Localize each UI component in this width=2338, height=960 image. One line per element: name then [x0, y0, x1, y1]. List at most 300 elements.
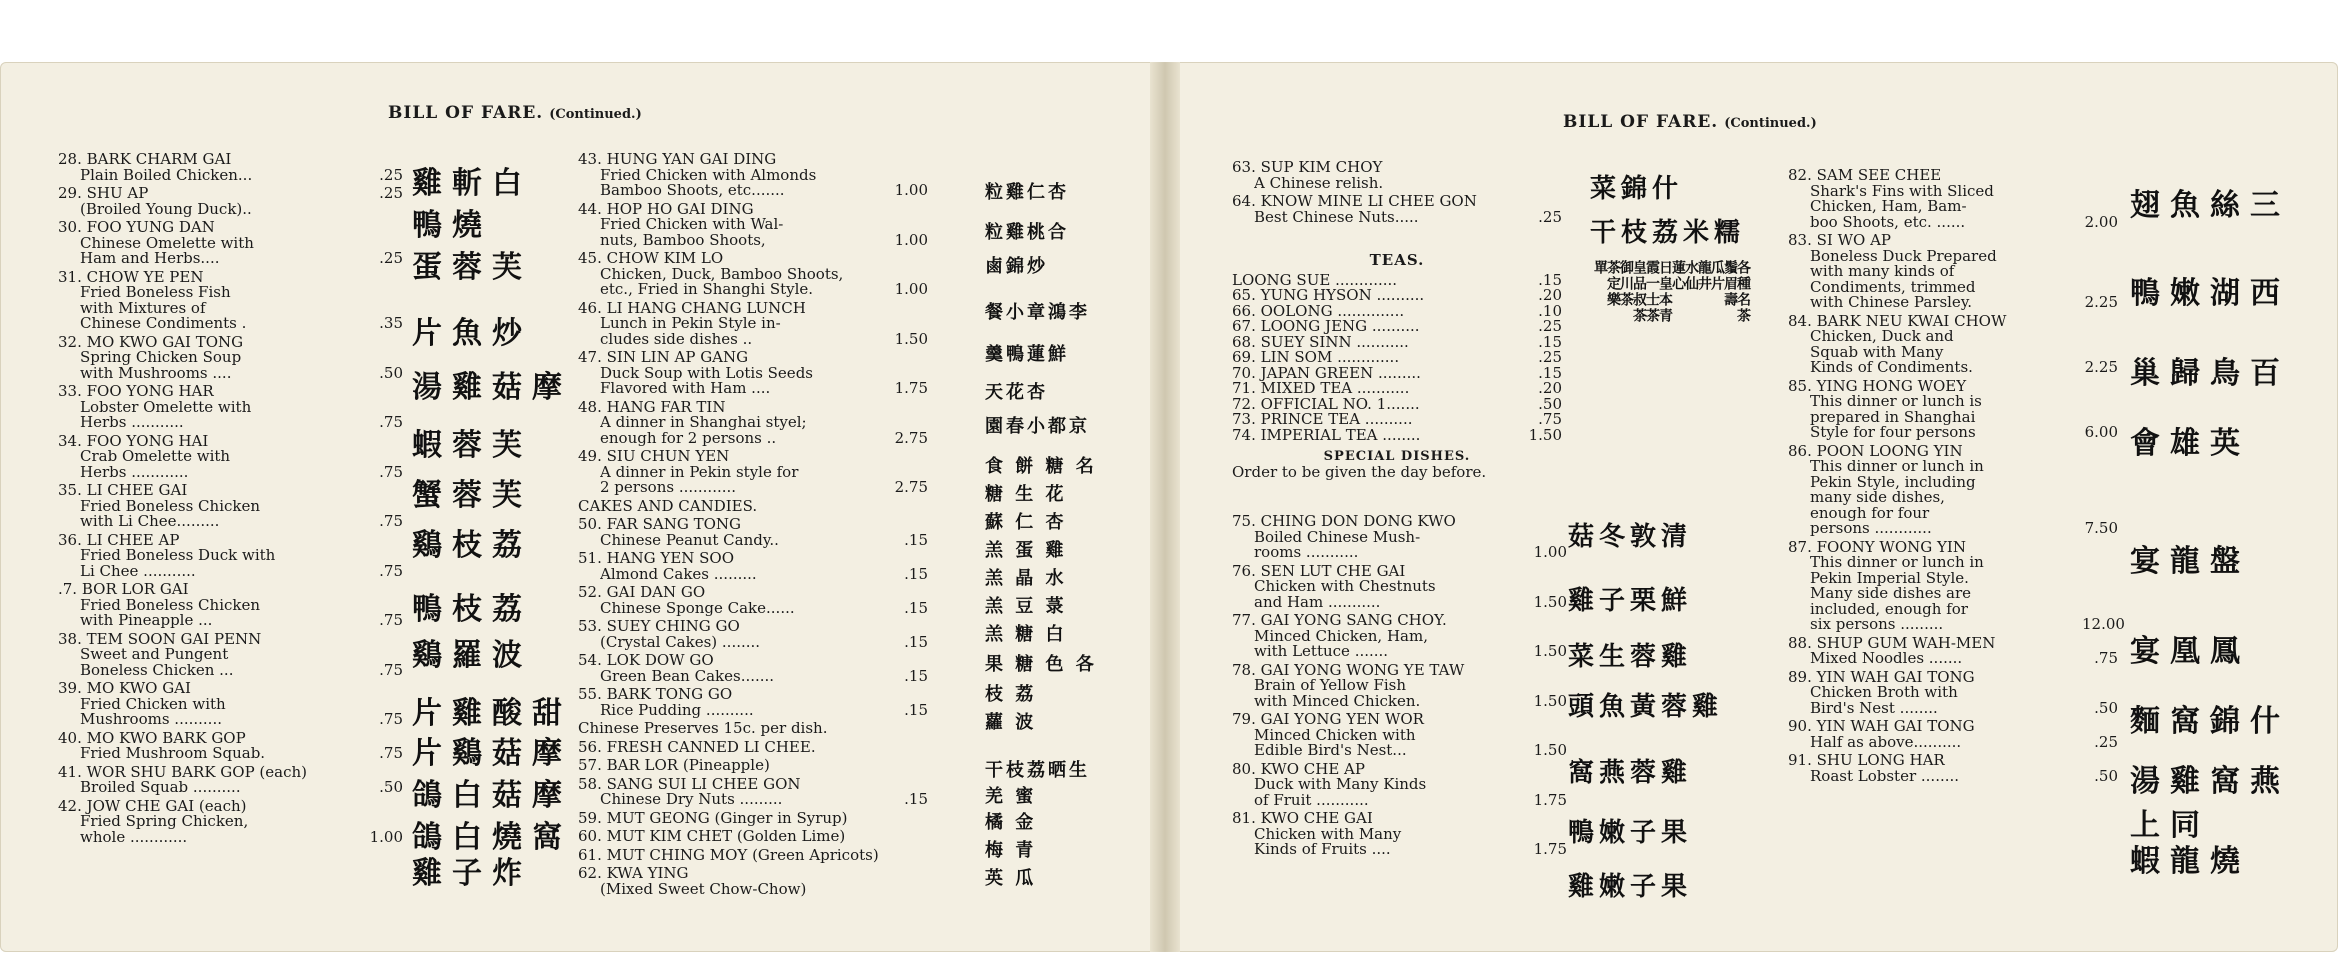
- menu-item-text: 64. KNOW MINE LI CHEE GON: [1232, 194, 1477, 210]
- right-page-title: [1563, 112, 1817, 132]
- menu-item: [1232, 762, 1567, 809]
- menu-item-text: 79. GAI YONG YEN WOR: [1232, 712, 1424, 728]
- menu-item: [58, 384, 403, 431]
- menu-item-text: Chicken Broth with: [1810, 685, 1958, 701]
- menu-item-name: [1788, 719, 2118, 735]
- menu-item-text: 45. CHOW KIM LO: [578, 251, 724, 267]
- menu-item-description: [1788, 212, 2118, 231]
- menu-item-description: [58, 350, 403, 366]
- tea-item: [1232, 319, 1562, 335]
- tea-item: [1232, 394, 1562, 413]
- menu-item-price: [2082, 168, 2118, 184]
- menu-item-price: [2082, 586, 2118, 602]
- menu-item-description: [1788, 360, 2118, 376]
- chinese-dish-name: 鴨燒: [412, 208, 492, 243]
- right-menu-column-2: [1788, 168, 2125, 787]
- menu-item: [1788, 539, 2125, 633]
- chinese-dish-name: 鴨嫩湖西: [2130, 276, 2290, 311]
- menu-item-text: boo Shoots, etc. ......: [1810, 214, 1966, 230]
- menu-item-name: [578, 251, 928, 267]
- menu-item-text: Minced Chicken with: [1254, 727, 1416, 743]
- menu-item-price: .25: [379, 184, 403, 202]
- menu-item-description: [578, 415, 928, 431]
- menu-item-description: [1232, 790, 1567, 809]
- chinese-dish-name: 雞子栗鮮: [1568, 586, 1693, 616]
- menu-item-name: [1788, 444, 2118, 460]
- menu-item-price: [892, 449, 928, 465]
- menu-item-price: [2082, 444, 2118, 460]
- tea-chinese-name: 龍井: [1696, 260, 1712, 292]
- menu-item-description: [58, 251, 403, 267]
- menu-item-text: with Li Chee.........: [80, 514, 220, 530]
- menu-item-text: 85. YING HONG WOEY: [1788, 378, 1967, 394]
- menu-item-name: [578, 740, 928, 756]
- menu-item-price: .75: [379, 611, 403, 629]
- menu-item-description: [58, 647, 403, 663]
- tea-name: 71. MIXED TEA ...........: [1232, 381, 1410, 397]
- menu-item-text: with Mixtures of: [80, 300, 206, 316]
- menu-item-description: [58, 462, 403, 481]
- chinese-dish-name: 蛋蓉芙: [412, 250, 532, 285]
- menu-item-price: [892, 848, 928, 864]
- menu-item-text: 60. MUT KIM CHET (Golden Lime): [578, 829, 846, 845]
- menu-item-description: [1788, 685, 2118, 701]
- chinese-dish-name: 頭魚黃蓉雞: [1568, 692, 1724, 722]
- menu-item-text: with Mushrooms ....: [80, 365, 232, 381]
- menu-item-name: [1788, 314, 2118, 330]
- menu-item-price: [2082, 540, 2118, 556]
- menu-item-price: [892, 350, 928, 366]
- menu-item-text: 78. GAI YONG WONG YE TAW: [1232, 662, 1465, 678]
- tea-chinese-name: 各種名茶: [1735, 260, 1751, 324]
- tea-name: 67. LOONG JENG ..........: [1232, 319, 1420, 335]
- menu-item-description: [1788, 490, 2118, 506]
- menu-item-text: 50. FAR SANG TONG: [578, 517, 742, 533]
- menu-item-description: [58, 660, 403, 679]
- menu-item-text: of Fruit ...........: [1254, 792, 1369, 808]
- menu-item-description: [1232, 644, 1567, 660]
- menu-item-name: [1232, 160, 1562, 176]
- left-title-text: BILL OF FARE.: [388, 103, 544, 123]
- chinese-dish-name: 蝦蓉芙: [412, 428, 532, 463]
- menu-item-description: [58, 400, 403, 416]
- menu-item: [1788, 379, 2118, 441]
- menu-item: [578, 350, 928, 397]
- menu-item-price: [367, 202, 403, 218]
- chinese-dish-name: 粒雞桃合: [985, 222, 1069, 243]
- menu-item: [58, 186, 403, 217]
- chinese-dish-name: 干枝荔晒生: [985, 760, 1090, 781]
- menu-item-price: 1.00: [1533, 543, 1567, 561]
- menu-item-price: [2082, 555, 2118, 571]
- menu-item-description: [1788, 571, 2118, 587]
- menu-item-price: [892, 721, 928, 737]
- menu-item-price: .75: [379, 561, 403, 580]
- chinese-dish-name: 鴨嫩子果: [1568, 818, 1693, 848]
- menu-item: [578, 848, 928, 864]
- menu-item-name: [578, 350, 928, 366]
- special-dishes-header: SPECIAL DISHES.: [1323, 449, 1471, 464]
- menu-item-text: Fried Boneless Chicken: [80, 597, 261, 613]
- tea-name: 65. YUNG HYSON ..........: [1232, 288, 1425, 304]
- menu-item-price: [367, 335, 403, 351]
- menu-item-price: [1531, 663, 1567, 679]
- menu-item-text: 32. MO KWO GAI TONG: [58, 334, 244, 350]
- menu-item-text: Sweet and Pungent: [80, 647, 229, 663]
- menu-item-name: [58, 582, 403, 598]
- menu-item-text: 86. POON LOONG YIN: [1788, 443, 1963, 459]
- chinese-dish-name: 菇冬敦清: [1568, 522, 1693, 552]
- menu-item-text: Chicken with Chestnuts: [1254, 579, 1436, 595]
- menu-item-price: 2.75: [894, 478, 928, 496]
- tea-name: 73. PRINCE TEA ..........: [1232, 412, 1413, 428]
- menu-item: [578, 653, 928, 684]
- menu-item-name: [578, 653, 928, 669]
- menu-item-description: [1788, 615, 2125, 633]
- menu-item-description: [578, 465, 928, 481]
- chinese-dish-name: 干枝荔米糯: [1590, 218, 1746, 248]
- menu-item-price: [1531, 811, 1567, 827]
- menu-item: [578, 829, 928, 845]
- menu-item-text: 42. JOW CHE GAI (each): [58, 798, 247, 814]
- tea-item: [1232, 350, 1562, 366]
- menu-item-name: [58, 799, 403, 815]
- menu-item-price: [367, 632, 403, 648]
- menu-item-text: 58. SANG SUI LI CHEE GON: [578, 776, 801, 792]
- menu-item-text: 90. YIN WAH GAI TONG: [1788, 719, 1975, 735]
- menu-item-name: [58, 632, 403, 648]
- tea-chinese-name: 御川茶: [1618, 260, 1634, 308]
- chinese-dish-name: 菜生蓉雞: [1568, 642, 1693, 672]
- menu-item-text: 41. WOR SHU BARK GOP (each): [58, 764, 308, 780]
- menu-item-price: [367, 285, 403, 301]
- menu-item-name: [1232, 194, 1562, 210]
- menu-item-description: [58, 202, 403, 218]
- menu-item-description: [578, 700, 928, 719]
- chinese-dish-name: 羔 糖 白: [985, 624, 1067, 645]
- menu-item-name: [58, 731, 403, 747]
- menu-item-price: 2.25: [2084, 358, 2118, 376]
- menu-item-price: .15: [904, 598, 928, 617]
- chinese-dish-name: 園春小都京: [985, 416, 1090, 437]
- menu-item: [58, 731, 403, 762]
- menu-item-price: [2082, 490, 2118, 506]
- menu-item-price: [367, 582, 403, 598]
- tea-chinese-name: 日皇本青: [1657, 260, 1673, 324]
- menu-item-price: [892, 152, 928, 168]
- menu-item: [58, 335, 403, 382]
- menu-item-description: [578, 666, 928, 685]
- menu-item-text: Style for four persons: [1810, 425, 1976, 441]
- menu-item: [578, 866, 928, 897]
- tea-name: 70. JAPAN GREEN .........: [1232, 365, 1421, 381]
- menu-item-text: 28. BARK CHARM GAI: [58, 152, 232, 168]
- menu-item-price: .25: [2094, 732, 2118, 751]
- menu-item: [578, 551, 928, 582]
- menu-item-description: [1232, 743, 1567, 759]
- menu-item: [578, 777, 928, 808]
- menu-item-description: [1788, 555, 2118, 571]
- menu-item-price: [1531, 564, 1567, 580]
- menu-item-price: [892, 866, 928, 882]
- menu-item-name: [1788, 379, 2118, 395]
- menu-item: [1788, 168, 2118, 230]
- menu-item: [1232, 613, 1567, 660]
- menu-item-description: [1232, 545, 1567, 561]
- menu-item-text: 31. CHOW YE PEN: [58, 269, 204, 285]
- menu-item-description: [1788, 394, 2118, 410]
- menu-item: [58, 533, 403, 580]
- right-title-continued: (Continued.): [1724, 116, 1817, 131]
- menu-item-text: Broiled Squab ..........: [80, 780, 241, 796]
- menu-item-price: [892, 499, 928, 515]
- menu-item-text: Bamboo Shoots, etc.......: [600, 183, 785, 199]
- menu-item-text: CAKES AND CANDIES.: [578, 498, 758, 514]
- menu-item-text: etc., Fried in Shanghi Style.: [600, 282, 814, 298]
- menu-item-text: Chicken, Ham, Bam-: [1810, 199, 1967, 215]
- menu-item-price: .25: [379, 165, 403, 184]
- menu-item-price: [2082, 184, 2118, 200]
- menu-item-price: 1.50: [1533, 592, 1567, 611]
- menu-item-price: [367, 384, 403, 400]
- menu-item-text: A dinner in Pekin style for: [600, 464, 799, 480]
- tea-price: .15: [1538, 363, 1562, 382]
- menu-item-description: [578, 282, 928, 298]
- menu-item-text: 34. FOO YONG HAI: [58, 433, 209, 449]
- chinese-dish-name: 橘 金: [985, 812, 1037, 833]
- chinese-dish-name: 鴿白燒窩: [412, 820, 572, 855]
- menu-item-price: .75: [379, 710, 403, 728]
- chinese-dish-name: 麵窩錦什: [2130, 704, 2290, 739]
- menu-item-text: 52. GAI DAN GO: [578, 585, 706, 601]
- left-menu-column-2: [578, 152, 928, 900]
- menu-item-price: .50: [379, 363, 403, 382]
- teas-header: TEAS.: [1369, 251, 1425, 269]
- menu-item-description: [578, 267, 928, 283]
- chinese-dish-name: 英 瓜: [985, 868, 1037, 889]
- menu-item-text: with many kinds of: [1810, 264, 1955, 280]
- menu-item: [1788, 444, 2118, 537]
- menu-item-price: 7.50: [2084, 519, 2118, 537]
- menu-item-description: [58, 514, 403, 530]
- book-gutter: [1150, 62, 1180, 952]
- menu-item-description: [1232, 207, 1562, 226]
- menu-item-price: 1.00: [894, 280, 928, 298]
- menu-item-name: [578, 517, 928, 533]
- menu-item: [58, 270, 403, 332]
- menu-item: [578, 400, 928, 447]
- menu-item-price: 1.00: [894, 230, 928, 249]
- menu-item-text: prepared in Shanghai: [1810, 409, 1976, 425]
- menu-item-text: Fried Boneless Duck with: [80, 548, 276, 564]
- menu-item-description: [58, 697, 403, 713]
- menu-item-text: Rice Pudding ..........: [600, 702, 754, 718]
- menu-item-description: [1788, 295, 2118, 311]
- menu-item-price: [2082, 394, 2118, 410]
- menu-item: [58, 152, 403, 183]
- menu-item-text: Chinese Preserves 15c. per dish.: [578, 721, 828, 737]
- menu-item-text: 36. LI CHEE AP: [58, 532, 180, 548]
- menu-item-description: [1232, 691, 1567, 710]
- menu-item: [1232, 160, 1562, 191]
- chinese-dish-name: 枝 荔: [985, 684, 1037, 705]
- menu-item-price: .15: [904, 666, 928, 685]
- menu-item-name: [1788, 168, 2118, 184]
- menu-item-text: Boiled Chinese Mush-: [1254, 529, 1421, 545]
- menu-item-description: [1232, 728, 1567, 744]
- menu-item-name: [58, 270, 403, 286]
- menu-item-text: Spring Chicken Soup: [80, 350, 242, 366]
- chinese-dish-name: 鴨枝荔: [412, 592, 532, 627]
- menu-item-description: [58, 712, 403, 728]
- menu-item-description: [58, 363, 403, 382]
- menu-item-text: (Mixed Sweet Chow-Chow): [600, 881, 807, 897]
- menu-item-description: [1788, 249, 2118, 265]
- menu-item-description: [58, 236, 403, 252]
- menu-item-price: .25: [379, 249, 403, 267]
- menu-item-text: 35. LI CHEE GAI: [58, 483, 188, 499]
- menu-item-name: [578, 848, 928, 864]
- menu-item-name: [578, 499, 928, 515]
- menu-item-text: Many side dishes are: [1810, 586, 1972, 602]
- tea-price: .20: [1538, 286, 1562, 304]
- menu-item-price: 1.50: [1533, 691, 1567, 710]
- menu-item-name: [578, 777, 928, 793]
- menu-item-price: [367, 270, 403, 286]
- menu-item-description: [58, 165, 403, 184]
- menu-item-text: Fried Boneless Fish: [80, 285, 231, 301]
- menu-item-price: [367, 799, 403, 815]
- menu-item-price: 1.75: [894, 379, 928, 397]
- menu-item-price: [2082, 314, 2118, 330]
- menu-item-text: 39. MO KWO GAI: [58, 681, 191, 697]
- menu-item-name: [58, 533, 403, 549]
- menu-item-text: Minced Chicken, Ham,: [1254, 628, 1428, 644]
- menu-item-name: [578, 551, 928, 567]
- menu-item-text: Almond Cakes .........: [600, 566, 757, 582]
- menu-item: [578, 449, 928, 496]
- menu-item-name: [578, 721, 928, 737]
- menu-item: [58, 765, 403, 796]
- menu-item-name: [578, 152, 928, 168]
- menu-item-text: with Minced Chicken.: [1254, 693, 1421, 709]
- menu-item: [1232, 663, 1567, 710]
- chinese-dish-name: 會雄英: [2130, 426, 2250, 461]
- chinese-dish-name: 羔 豆 菉: [985, 596, 1067, 617]
- menu-item-description: [1788, 425, 2118, 441]
- menu-item-name: [1788, 636, 2118, 652]
- menu-item-text: 84. BARK NEU KWAI CHOW: [1788, 313, 2007, 329]
- chinese-dish-name: 湯雞窩燕: [2130, 764, 2290, 799]
- menu-item-description: [58, 746, 403, 762]
- chinese-dish-name: 果 糖 色 各: [985, 654, 1097, 675]
- left-menu-column-1: [58, 152, 403, 848]
- menu-item-text: (Broiled Young Duck)..: [80, 201, 252, 217]
- tea-chinese-name: 單: [1592, 260, 1608, 276]
- menu-item-price: .15: [904, 530, 928, 549]
- menu-item-text: cludes side dishes ..: [600, 331, 753, 347]
- tea-chinese-name: 蓮心: [1670, 260, 1686, 292]
- menu-item: [1788, 233, 2118, 311]
- chinese-dish-name: 巢歸鳥百: [2130, 356, 2290, 391]
- menu-item-price: [1526, 176, 1562, 192]
- tea-price: .50: [1538, 394, 1562, 413]
- menu-item-description: [578, 381, 928, 397]
- menu-item-text: nuts, Bamboo Shoots,: [600, 232, 766, 248]
- chinese-dish-name: 梅 青: [985, 840, 1037, 861]
- menu-item-description: [58, 499, 403, 515]
- menu-item-name: [1788, 670, 2118, 686]
- menu-item-name: [578, 811, 928, 827]
- menu-item-price: [2082, 233, 2118, 249]
- tea-price: .10: [1538, 301, 1562, 320]
- tea-chinese-name: 鬚眉壽: [1722, 260, 1738, 308]
- menu-item-price: 1.50: [894, 329, 928, 348]
- menu-item-description: [1788, 698, 2118, 717]
- menu-item-text: with Pineapple ...: [80, 613, 213, 629]
- menu-item-description: [58, 814, 403, 830]
- menu-item-price: 2.25: [2084, 293, 2118, 311]
- chinese-dish-name: 蟹蓉芙: [412, 478, 532, 513]
- menu-item-name: [58, 681, 403, 697]
- menu-item-price: [1531, 613, 1567, 629]
- menu-item-text: Pekin Style, including: [1810, 474, 1976, 490]
- menu-item-text: rooms ...........: [1254, 545, 1359, 561]
- menu-item-description: [1788, 345, 2118, 361]
- menu-item-text: Chinese Peanut Candy..: [600, 532, 779, 548]
- menu-item-text: Duck with Many Kinds: [1254, 777, 1427, 793]
- menu-item-description: [1232, 176, 1562, 192]
- menu-item: [578, 811, 928, 827]
- menu-item: [1788, 314, 2118, 376]
- menu-item-text: Best Chinese Nuts.....: [1254, 209, 1419, 225]
- menu-item: [578, 721, 928, 737]
- menu-item-price: [2082, 475, 2118, 491]
- menu-item: [578, 687, 928, 718]
- menu-item-price: [1526, 160, 1562, 176]
- menu-item-text: enough for four: [1810, 505, 1930, 521]
- menu-item-name: [578, 866, 928, 882]
- tea-chinese-name: 霞一士茶: [1644, 260, 1660, 324]
- menu-item-name: [1232, 712, 1567, 728]
- menu-item-price: [367, 681, 403, 697]
- menu-item-description: [58, 449, 403, 465]
- menu-item-text: 80. KWO CHE AP: [1232, 761, 1365, 777]
- tea-price: .15: [1538, 332, 1562, 351]
- menu-item-text: 30. FOO YUNG DAN: [58, 220, 215, 236]
- tea-name: 66. OOLONG ..............: [1232, 303, 1405, 319]
- menu-item-price: [367, 483, 403, 499]
- chinese-dish-name: 羔 晶 水: [985, 568, 1067, 589]
- chinese-dish-name: 蘇 仁 杏: [985, 512, 1067, 533]
- menu-item-text: Flavored with Ham ....: [600, 381, 771, 397]
- tea-price: .75: [1538, 410, 1562, 428]
- tea-item: [1232, 363, 1562, 382]
- menu-item-price: .75: [2094, 649, 2118, 667]
- menu-item: [1788, 636, 2118, 667]
- menu-item: [578, 499, 928, 515]
- menu-item-text: Green Bean Cakes.......: [600, 668, 775, 684]
- menu-item-text: A dinner in Shanghai styel;: [600, 415, 807, 431]
- menu-item-price: .25: [1538, 207, 1562, 226]
- tea-item: [1232, 270, 1562, 289]
- chinese-dish-name: 羔 蛋 雞: [985, 540, 1067, 561]
- menu-item-name: [578, 301, 928, 317]
- menu-item: [58, 799, 403, 846]
- menu-item-price: [892, 811, 928, 827]
- menu-item-description: [58, 827, 403, 846]
- left-title-continued: (Continued.): [549, 107, 642, 122]
